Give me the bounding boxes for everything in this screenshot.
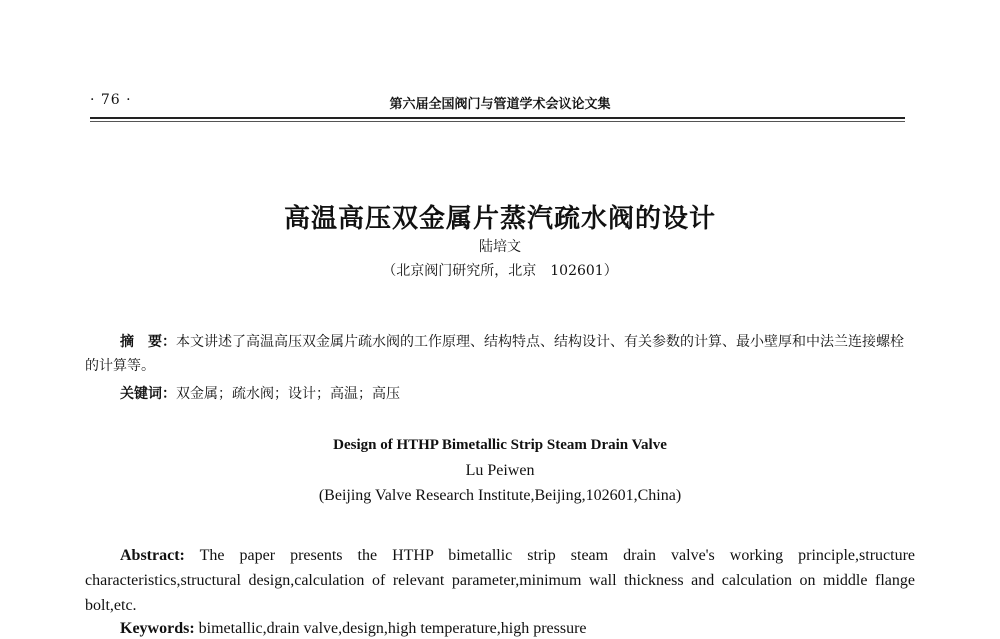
keywords-text-en: bimetallic,drain valve,design,high temperature,high pressure bbox=[194, 620, 587, 637]
author-cn: 陆培文 bbox=[479, 239, 521, 255]
affiliation-en: (Beijing Valve Research Institute,Beijing,102601,China) bbox=[318, 487, 682, 504]
page-number: · 76 · bbox=[90, 92, 132, 108]
keywords-label-cn: 关键词： bbox=[120, 386, 176, 402]
header-rule bbox=[90, 117, 905, 119]
keywords-text-cn: 双金属；疏水阀；设计；高温；高压 bbox=[176, 386, 400, 402]
keywords-cn bbox=[120, 383, 900, 403]
affiliation-cn: （北京阀门研究所，北京 102601） bbox=[382, 263, 618, 279]
abstract-cn bbox=[85, 330, 915, 378]
running-title: 第六届全国阀门与管道学术会议论文集 bbox=[389, 97, 611, 112]
abstract-text-cn: 本文讲述了高温高压双金属片疏水阀的工作原理、结构特点、结构设计、有关参数的计算、最小壁厚和中法兰连接螺栓的计算等。 bbox=[85, 334, 904, 374]
abstract-en bbox=[85, 543, 915, 618]
abstract-text-en: The paper presents the HTHP bimetallic strip steam drain valve's working principle,structure characteristics,structural design,calculation of relevant parameter,minimum wall thickness and calculation on middle flange bolt,etc. bbox=[85, 547, 915, 614]
header-rule-thin bbox=[90, 121, 905, 122]
keywords-en bbox=[120, 620, 900, 638]
paper-title-cn: 高温高压双金属片蒸汽疏水阀的设计 bbox=[283, 204, 716, 234]
author-en: Lu Peiwen bbox=[465, 462, 535, 479]
abstract-label-cn: 摘 要： bbox=[120, 334, 176, 350]
abstract-label-en: Abstract: bbox=[120, 547, 185, 564]
keywords-label-en: Keywords: bbox=[120, 620, 195, 637]
paper-title-en: Design of HTHP Bimetallic Strip Steam Drain Valve bbox=[333, 437, 667, 453]
